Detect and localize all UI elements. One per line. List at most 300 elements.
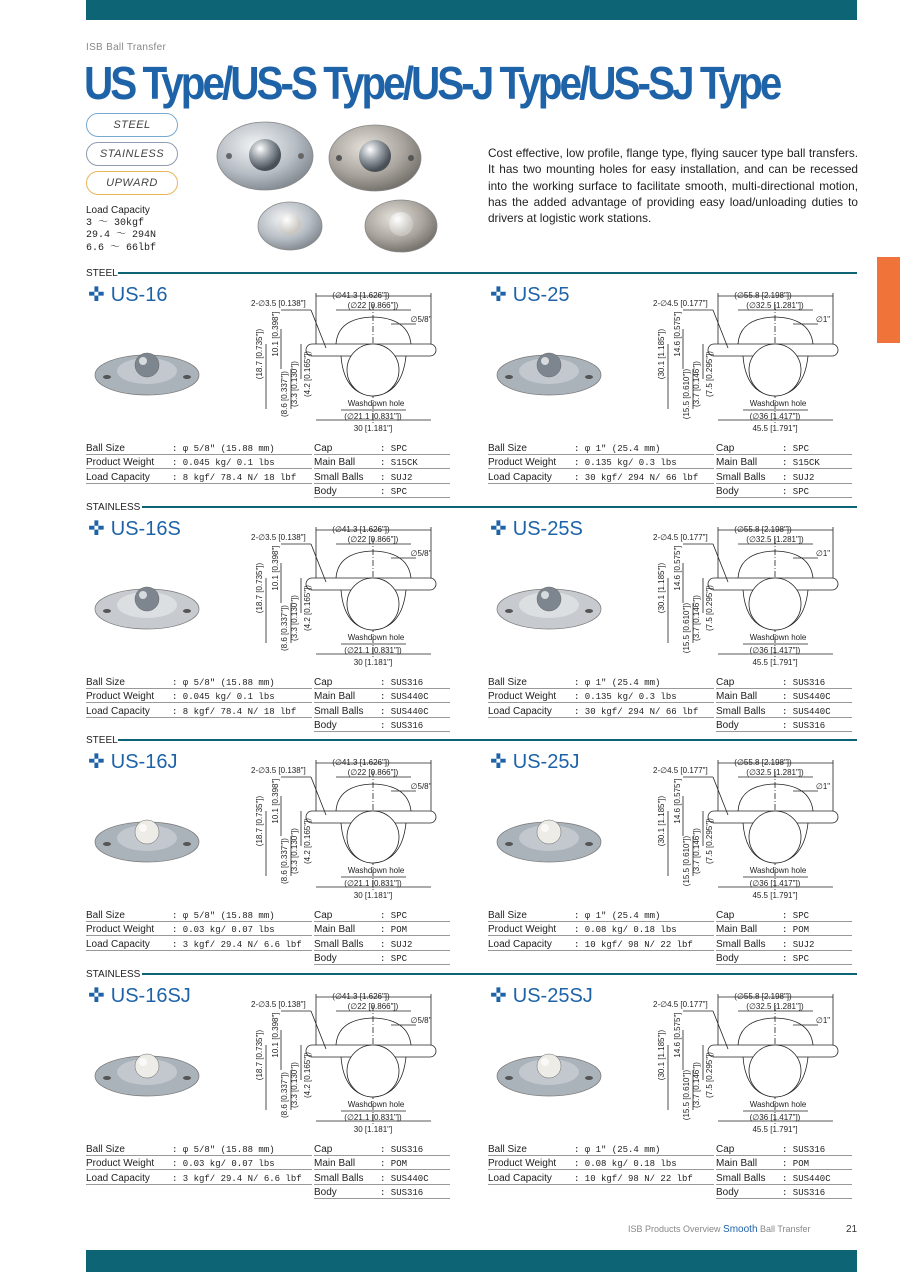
spec-label: Ball Size bbox=[86, 674, 172, 688]
dimension-label: 30 [1.181"] bbox=[353, 658, 393, 667]
spec-row bbox=[86, 1184, 450, 1199]
spec-label: Product Weight bbox=[86, 454, 172, 469]
spec-value: : SUS440C bbox=[380, 688, 450, 703]
dimension-label: (∅22 [0.866"]) bbox=[347, 535, 399, 544]
section-label-stainless: STAINLESS bbox=[86, 969, 141, 980]
product-photo bbox=[495, 1036, 603, 1106]
dimension-label: (∅22 [0.866"]) bbox=[347, 768, 399, 777]
spec-label: Small Balls bbox=[716, 469, 782, 484]
spec-label: Main Ball bbox=[314, 921, 380, 936]
dimension-label: 10.1 [0.398"] bbox=[271, 778, 280, 824]
spec-label: Product Weight bbox=[488, 921, 574, 936]
product-title bbox=[490, 983, 593, 1008]
spec-label: Cap bbox=[314, 674, 380, 688]
spec-row bbox=[86, 440, 450, 454]
product-name: US-16S bbox=[110, 518, 181, 540]
spec-value: : SUS316 bbox=[782, 1184, 852, 1199]
dimension-label: (15.5 [0.610"]) bbox=[682, 368, 691, 420]
spec-label: Main Ball bbox=[314, 454, 380, 469]
section-label-steel: STEEL bbox=[86, 735, 118, 746]
product-photo bbox=[93, 802, 201, 872]
spec-table bbox=[488, 1141, 852, 1199]
dimension-label: Washdown hole bbox=[347, 399, 405, 408]
footer-smooth: Smooth bbox=[723, 1224, 758, 1235]
spec-value: : 0.03 kg/ 0.07 lbs bbox=[172, 921, 312, 936]
dimension-label: ∅1" bbox=[815, 549, 831, 558]
spec-table bbox=[488, 440, 852, 498]
dimension-label: (∅36 [1.417"]) bbox=[749, 412, 801, 421]
spec-value: : 3 kgf/ 29.4 N/ 6.6 lbf bbox=[172, 936, 312, 951]
drawing-wrap bbox=[628, 284, 878, 434]
spec-value: : SUS440C bbox=[380, 703, 450, 718]
dimension-label: (4.2 [0.165"]) bbox=[303, 818, 312, 864]
spec-row bbox=[86, 950, 450, 965]
dimension-label: Washdown hole bbox=[749, 1100, 807, 1109]
dimension-label: (∅55.8 [2.198"]) bbox=[734, 525, 792, 534]
spec-value: : SPC bbox=[782, 950, 852, 965]
dimension-label: (∅41.3 [1.626"]) bbox=[332, 291, 390, 300]
spec-value: : 30 kgf/ 294 N/ 66 lbf bbox=[574, 703, 714, 718]
product-title bbox=[490, 749, 579, 774]
dimension-label: (∅21.1 [0.831"]) bbox=[344, 646, 402, 655]
spec-value: : φ 5/8" (15.88 mm) bbox=[172, 1141, 312, 1155]
dimension-label: 45.5 [1.791"] bbox=[752, 424, 798, 433]
spec-value: : 8 kgf/ 78.4 N/ 18 lbf bbox=[172, 469, 312, 484]
spec-label: Small Balls bbox=[314, 703, 380, 718]
spec-row bbox=[86, 1170, 450, 1185]
spec-label: Cap bbox=[314, 440, 380, 454]
spec-value: : SUS316 bbox=[782, 674, 852, 688]
dimension-label: 14.6 [0.575"] bbox=[673, 545, 682, 591]
spec-row bbox=[488, 703, 852, 718]
spec-value: : 10 kgf/ 98 N/ 22 lbf bbox=[574, 936, 714, 951]
spec-label: Ball Size bbox=[488, 1141, 574, 1155]
dimension-label: (∅41.3 [1.626"]) bbox=[332, 525, 390, 534]
spec-row bbox=[488, 1184, 852, 1199]
spec-value: : SUS440C bbox=[380, 1170, 450, 1185]
dimension-label: Washdown hole bbox=[347, 633, 405, 642]
product-description: Cost effective, low profile, flange type, flying saucer type ball transfers. It has two mounting holes for easy installation, and can be recessed into the working surface to facilitate smooth, multi-directional motion, has the added advantage of providing easy load/unloading duties to drivers at logistic work stations. bbox=[488, 146, 858, 226]
spec-value: : 0.135 kg/ 0.3 lbs bbox=[574, 454, 714, 469]
spec-value: : φ 1" (25.4 mm) bbox=[574, 1141, 714, 1155]
dimension-label: (4.2 [0.165"]) bbox=[303, 1052, 312, 1098]
product-photo bbox=[93, 335, 201, 405]
spec-table bbox=[86, 440, 450, 498]
spec-row bbox=[86, 454, 450, 469]
dimension-label: (7.5 [0.295"]) bbox=[705, 351, 714, 397]
product-photo-wrap bbox=[495, 335, 603, 405]
spec-label: Load Capacity bbox=[86, 936, 172, 951]
spec-label: Product Weight bbox=[86, 688, 172, 703]
dimension-label: 14.6 [0.575"] bbox=[673, 1012, 682, 1058]
drawing-wrap bbox=[226, 751, 476, 901]
spec-label: Body bbox=[314, 717, 380, 732]
spec-label: Body bbox=[716, 950, 782, 965]
dimension-label: 2-∅3.5 [0.138"] bbox=[251, 1000, 306, 1009]
spec-value: : SUJ2 bbox=[380, 936, 450, 951]
spec-row bbox=[86, 921, 450, 936]
spec-label: Product Weight bbox=[488, 688, 574, 703]
dimension-label: 2-∅3.5 [0.138"] bbox=[251, 299, 306, 308]
technical-drawing bbox=[226, 518, 476, 668]
spec-value: : SPC bbox=[380, 950, 450, 965]
spec-row bbox=[488, 454, 852, 469]
technical-drawing bbox=[628, 985, 878, 1135]
product-title bbox=[88, 516, 181, 541]
dimension-label: 10.1 [0.398"] bbox=[271, 1012, 280, 1058]
dimension-label: (∅55.8 [2.198"]) bbox=[734, 992, 792, 1001]
spec-row bbox=[488, 440, 852, 454]
dimension-label: (∅32.5 [1.281"]) bbox=[746, 768, 804, 777]
spec-value: : 0.045 kg/ 0.1 lbs bbox=[172, 688, 312, 703]
dimension-label: (8.6 [0.337"]) bbox=[280, 605, 289, 651]
spec-label: Cap bbox=[716, 674, 782, 688]
dimension-label: 2-∅4.5 [0.177"] bbox=[653, 766, 708, 775]
cross-icon: ✜ bbox=[490, 284, 507, 306]
dimension-label: (30.1 [1.185"]) bbox=[657, 328, 666, 380]
spec-value: : SUS316 bbox=[380, 1141, 450, 1155]
product-title bbox=[88, 749, 177, 774]
cross-icon: ✜ bbox=[490, 985, 507, 1007]
spec-label: Body bbox=[314, 483, 380, 498]
cross-icon: ✜ bbox=[88, 985, 105, 1007]
spec-label: Body bbox=[716, 717, 782, 732]
product-photo bbox=[93, 1036, 201, 1106]
spec-value: : SUS316 bbox=[380, 674, 450, 688]
spec-row bbox=[86, 703, 450, 718]
spec-value: : 0.08 kg/ 0.18 lbs bbox=[574, 921, 714, 936]
dimension-label: (30.1 [1.185"]) bbox=[657, 795, 666, 847]
spec-label: Cap bbox=[314, 907, 380, 921]
spec-value: : SUJ2 bbox=[782, 469, 852, 484]
spec-label: Main Ball bbox=[314, 688, 380, 703]
spec-value: : POM bbox=[380, 1155, 450, 1170]
dimension-label: ∅1" bbox=[815, 782, 831, 791]
spec-label: Ball Size bbox=[488, 440, 574, 454]
dimension-label: (∅41.3 [1.626"]) bbox=[332, 992, 390, 1001]
dimension-label: (∅32.5 [1.281"]) bbox=[746, 1002, 804, 1011]
dimension-label: (3.3 [0.130"]) bbox=[290, 361, 299, 407]
spec-value: : 0.135 kg/ 0.3 lbs bbox=[574, 688, 714, 703]
product-photo bbox=[93, 569, 201, 639]
dimension-label: ∅5/8" bbox=[410, 782, 432, 791]
spec-label: Main Ball bbox=[716, 454, 782, 469]
dimension-label: (∅36 [1.417"]) bbox=[749, 1113, 801, 1122]
spec-table bbox=[488, 907, 852, 965]
dimension-label: ∅1" bbox=[815, 315, 831, 324]
spec-row bbox=[86, 469, 450, 484]
dimension-label: 30 [1.181"] bbox=[353, 424, 393, 433]
section-divider bbox=[142, 506, 857, 508]
spec-label: Load Capacity bbox=[86, 703, 172, 718]
dimension-label: (18.7 [0.735"]) bbox=[255, 795, 264, 847]
product-name: US-16SJ bbox=[110, 985, 191, 1007]
technical-drawing bbox=[226, 751, 476, 901]
product-photo bbox=[495, 569, 603, 639]
product-photo-wrap bbox=[495, 569, 603, 639]
dimension-label: (∅21.1 [0.831"]) bbox=[344, 412, 402, 421]
spec-value: : SUS316 bbox=[782, 717, 852, 732]
spec-row bbox=[86, 936, 450, 951]
spec-value: : SUS440C bbox=[782, 703, 852, 718]
dimension-label: 2-∅3.5 [0.138"] bbox=[251, 766, 306, 775]
spec-row bbox=[488, 921, 852, 936]
section-label-stainless: STAINLESS bbox=[86, 502, 141, 513]
spec-label: Load Capacity bbox=[86, 1170, 172, 1185]
product-photo-wrap bbox=[495, 1036, 603, 1106]
dimension-label: Washdown hole bbox=[347, 866, 405, 875]
spec-label: Load Capacity bbox=[86, 469, 172, 484]
load-capacity-label: Load Capacity bbox=[86, 205, 150, 216]
spec-value: : SPC bbox=[380, 440, 450, 454]
spec-value: : φ 1" (25.4 mm) bbox=[574, 440, 714, 454]
dimension-label: 30 [1.181"] bbox=[353, 1125, 393, 1134]
spec-label: Small Balls bbox=[314, 1170, 380, 1185]
load-capacity-line: 29.4 ～ 294N bbox=[86, 230, 157, 241]
dimension-label: (∅21.1 [0.831"]) bbox=[344, 879, 402, 888]
bottom-band bbox=[86, 1250, 857, 1272]
spec-label: Cap bbox=[716, 1141, 782, 1155]
dimension-label: (∅32.5 [1.281"]) bbox=[746, 535, 804, 544]
dimension-label: (3.3 [0.130"]) bbox=[290, 1062, 299, 1108]
dimension-label: 2-∅4.5 [0.177"] bbox=[653, 533, 708, 542]
dimension-label: (∅41.3 [1.626"]) bbox=[332, 758, 390, 767]
dimension-label: 45.5 [1.791"] bbox=[752, 1125, 798, 1134]
spec-value: : 0.045 kg/ 0.1 lbs bbox=[172, 454, 312, 469]
spec-label: Ball Size bbox=[86, 440, 172, 454]
spec-value: : S15CK bbox=[782, 454, 852, 469]
dimension-label: (3.3 [0.130"]) bbox=[290, 828, 299, 874]
dimension-label: (4.2 [0.165"]) bbox=[303, 351, 312, 397]
dimension-label: (3.7 [0.146"]) bbox=[692, 828, 701, 874]
dimension-label: (3.7 [0.146"]) bbox=[692, 1062, 701, 1108]
spec-value: : SUS316 bbox=[380, 1184, 450, 1199]
drawing-wrap bbox=[226, 284, 476, 434]
spec-table bbox=[86, 907, 450, 965]
spec-label: Ball Size bbox=[488, 674, 574, 688]
spec-label: Product Weight bbox=[86, 1155, 172, 1170]
spec-row bbox=[488, 1155, 852, 1170]
dimension-label: (8.6 [0.337"]) bbox=[280, 371, 289, 417]
dimension-label: Washdown hole bbox=[749, 633, 807, 642]
spec-value: : φ 5/8" (15.88 mm) bbox=[172, 440, 312, 454]
technical-drawing bbox=[226, 284, 476, 434]
dimension-label: (30.1 [1.185"]) bbox=[657, 562, 666, 614]
dimension-label: (∅22 [0.866"]) bbox=[347, 1002, 399, 1011]
product-photo-wrap bbox=[93, 569, 201, 639]
technical-drawing bbox=[628, 518, 878, 668]
product-title bbox=[490, 282, 569, 307]
dimension-label: (8.6 [0.337"]) bbox=[280, 838, 289, 884]
spec-label: Main Ball bbox=[716, 688, 782, 703]
product-photo-wrap bbox=[93, 1036, 201, 1106]
cross-icon: ✜ bbox=[490, 518, 507, 540]
page-title: US Type/US-S Type/US-J Type/US-SJ Type bbox=[84, 57, 780, 109]
spec-label: Load Capacity bbox=[488, 1170, 574, 1185]
dimension-label: (18.7 [0.735"]) bbox=[255, 562, 264, 614]
drawing-wrap bbox=[628, 518, 878, 668]
spec-label: Ball Size bbox=[488, 907, 574, 921]
dimension-label: 14.6 [0.575"] bbox=[673, 778, 682, 824]
dimension-label: 10.1 [0.398"] bbox=[271, 545, 280, 591]
spec-value: : SUS440C bbox=[782, 688, 852, 703]
dimension-label: ∅5/8" bbox=[410, 315, 432, 324]
cross-icon: ✜ bbox=[88, 751, 105, 773]
spec-value: : SUJ2 bbox=[380, 469, 450, 484]
dimension-label: ∅5/8" bbox=[410, 1016, 432, 1025]
spec-label: Load Capacity bbox=[488, 469, 574, 484]
spec-value: : SPC bbox=[380, 907, 450, 921]
spec-label: Product Weight bbox=[488, 454, 574, 469]
product-name: US-16 bbox=[110, 284, 168, 306]
pill-stainless: STAINLESS bbox=[86, 142, 178, 166]
dimension-label: Washdown hole bbox=[749, 866, 807, 875]
spec-table bbox=[86, 1141, 450, 1199]
spec-value: : 3 kgf/ 29.4 N/ 6.6 lbf bbox=[172, 1170, 312, 1185]
dimension-label: 2-∅3.5 [0.138"] bbox=[251, 533, 306, 542]
dimension-label: 10.1 [0.398"] bbox=[271, 311, 280, 357]
spec-value: : POM bbox=[380, 921, 450, 936]
dimension-label: (∅55.8 [2.198"]) bbox=[734, 291, 792, 300]
product-name: US-25SJ bbox=[512, 985, 593, 1007]
section-divider bbox=[118, 272, 857, 274]
spec-row bbox=[86, 907, 450, 921]
spec-value: : POM bbox=[782, 921, 852, 936]
pill-steel: STEEL bbox=[86, 113, 178, 137]
dimension-label: Washdown hole bbox=[347, 1100, 405, 1109]
spec-value: : SUS316 bbox=[380, 717, 450, 732]
spec-label: Cap bbox=[314, 1141, 380, 1155]
dimension-label: ∅1" bbox=[815, 1016, 831, 1025]
spec-value: : φ 1" (25.4 mm) bbox=[574, 674, 714, 688]
spec-label: Load Capacity bbox=[488, 936, 574, 951]
spec-row bbox=[488, 936, 852, 951]
spec-label: Body bbox=[716, 1184, 782, 1199]
spec-row bbox=[488, 469, 852, 484]
dimension-label: (4.2 [0.165"]) bbox=[303, 585, 312, 631]
product-name: US-16J bbox=[110, 751, 178, 773]
dimension-label: (15.5 [0.610"]) bbox=[682, 835, 691, 887]
product-title bbox=[490, 516, 583, 541]
dimension-label: (3.7 [0.146"]) bbox=[692, 361, 701, 407]
spec-row bbox=[488, 1170, 852, 1185]
dimension-label: (∅55.8 [2.198"]) bbox=[734, 758, 792, 767]
spec-label: Small Balls bbox=[716, 936, 782, 951]
product-photo-wrap bbox=[495, 802, 603, 872]
dimension-label: (18.7 [0.735"]) bbox=[255, 328, 264, 380]
spec-label: Main Ball bbox=[716, 921, 782, 936]
technical-drawing bbox=[226, 985, 476, 1135]
drawing-wrap bbox=[226, 985, 476, 1135]
spec-label: Ball Size bbox=[86, 907, 172, 921]
spec-row bbox=[86, 1141, 450, 1155]
spec-label: Cap bbox=[716, 907, 782, 921]
dimension-label: 30 [1.181"] bbox=[353, 891, 393, 900]
spec-label: Load Capacity bbox=[488, 703, 574, 718]
product-title bbox=[88, 983, 191, 1008]
load-capacity-summary bbox=[86, 205, 156, 255]
dimension-label: (∅36 [1.417"]) bbox=[749, 879, 801, 888]
spec-label: Main Ball bbox=[716, 1155, 782, 1170]
dimension-label: (8.6 [0.337"]) bbox=[280, 1072, 289, 1118]
dimension-label: (15.5 [0.610"]) bbox=[682, 602, 691, 654]
spec-value: : POM bbox=[782, 1155, 852, 1170]
spec-value: : 30 kgf/ 294 N/ 66 lbf bbox=[574, 469, 714, 484]
spec-row bbox=[488, 907, 852, 921]
load-capacity-line: 6.6 ～ 66lbf bbox=[86, 242, 157, 254]
technical-drawing bbox=[628, 284, 878, 434]
spec-label: Small Balls bbox=[314, 936, 380, 951]
side-tab bbox=[877, 257, 900, 343]
dimension-label: 2-∅4.5 [0.177"] bbox=[653, 1000, 708, 1009]
cross-icon: ✜ bbox=[88, 284, 105, 306]
top-band bbox=[86, 0, 857, 20]
spec-row bbox=[86, 1155, 450, 1170]
header-kicker: ISB Ball Transfer bbox=[86, 42, 167, 53]
spec-label: Small Balls bbox=[716, 1170, 782, 1185]
spec-label: Body bbox=[716, 483, 782, 498]
dimension-label: (7.5 [0.295"]) bbox=[705, 818, 714, 864]
drawing-wrap bbox=[628, 751, 878, 901]
footer-pre: ISB Products Overview bbox=[628, 1224, 721, 1234]
spec-label: Small Balls bbox=[716, 703, 782, 718]
spec-value: : φ 5/8" (15.88 mm) bbox=[172, 907, 312, 921]
spec-value: : φ 1" (25.4 mm) bbox=[574, 907, 714, 921]
section-divider bbox=[142, 973, 857, 975]
footer bbox=[628, 1224, 811, 1235]
product-title bbox=[88, 282, 167, 307]
dimension-label: ∅5/8" bbox=[410, 549, 432, 558]
dimension-label: (18.7 [0.735"]) bbox=[255, 1029, 264, 1081]
spec-label: Product Weight bbox=[86, 921, 172, 936]
spec-row bbox=[86, 717, 450, 732]
cross-icon: ✜ bbox=[490, 751, 507, 773]
spec-value: : SPC bbox=[782, 907, 852, 921]
spec-label: Cap bbox=[716, 440, 782, 454]
spec-value: : SUJ2 bbox=[782, 936, 852, 951]
spec-label: Small Balls bbox=[314, 469, 380, 484]
cross-icon: ✜ bbox=[88, 518, 105, 540]
spec-row bbox=[488, 688, 852, 703]
spec-row bbox=[488, 950, 852, 965]
page-number: 21 bbox=[846, 1224, 858, 1235]
dimension-label: (30.1 [1.185"]) bbox=[657, 1029, 666, 1081]
spec-table bbox=[86, 674, 450, 732]
spec-row bbox=[86, 688, 450, 703]
spec-row bbox=[488, 717, 852, 732]
dimension-label: (3.7 [0.146"]) bbox=[692, 595, 701, 641]
dimension-label: (15.5 [0.610"]) bbox=[682, 1069, 691, 1121]
spec-value: : 0.03 kg/ 0.07 lbs bbox=[172, 1155, 312, 1170]
drawing-wrap bbox=[628, 985, 878, 1135]
spec-value: : φ 5/8" (15.88 mm) bbox=[172, 674, 312, 688]
spec-row bbox=[488, 674, 852, 688]
product-photo bbox=[495, 335, 603, 405]
spec-value: : SPC bbox=[782, 483, 852, 498]
section-label-steel: STEEL bbox=[86, 268, 118, 279]
technical-drawing bbox=[628, 751, 878, 901]
spec-value: : SUS316 bbox=[782, 1141, 852, 1155]
footer-post: Ball Transfer bbox=[760, 1224, 811, 1234]
spec-row bbox=[86, 483, 450, 498]
spec-value: : SPC bbox=[782, 440, 852, 454]
dimension-label: (∅21.1 [0.831"]) bbox=[344, 1113, 402, 1122]
dimension-label: (7.5 [0.295"]) bbox=[705, 1052, 714, 1098]
product-name: US-25J bbox=[512, 751, 580, 773]
spec-value: : 10 kgf/ 98 N/ 22 lbf bbox=[574, 1170, 714, 1185]
spec-value: : SPC bbox=[380, 483, 450, 498]
load-capacity-line: 3 ～ 30kgf bbox=[86, 217, 145, 229]
